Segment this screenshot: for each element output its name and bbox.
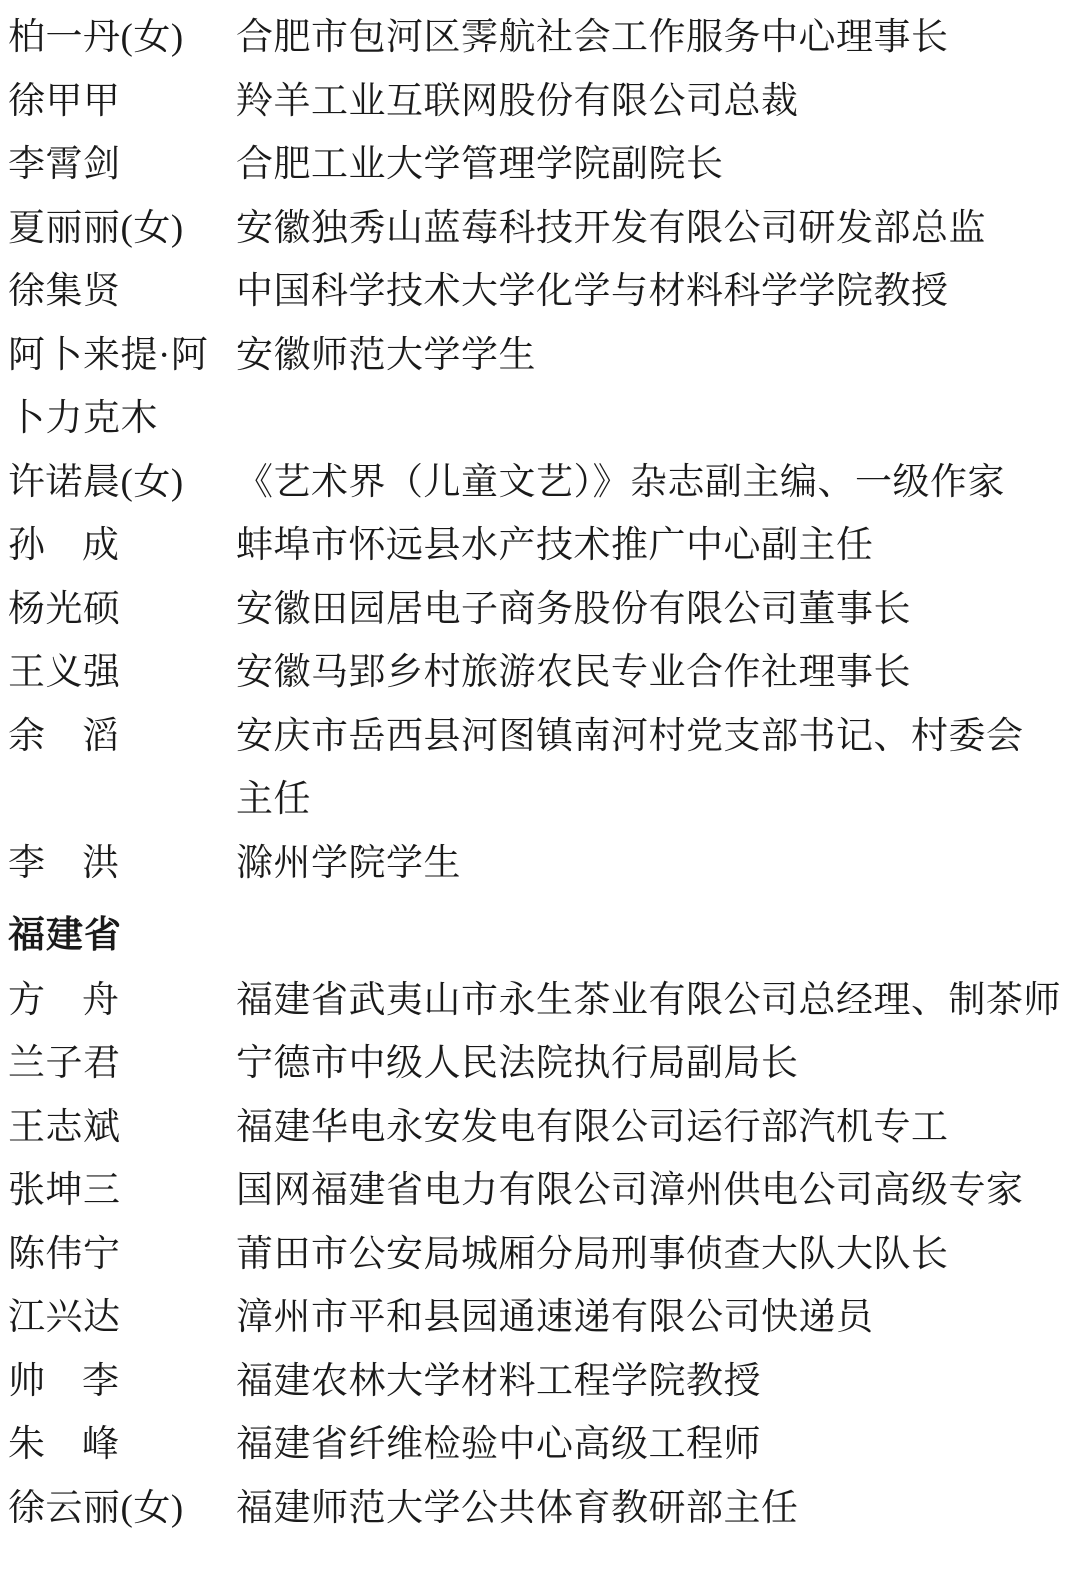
person-title: 安庆市岳西县河图镇南河村党支部书记、村委会 <box>236 715 1024 757</box>
person-title-continuation <box>8 768 1062 832</box>
person-title: 莆田市公安局城厢分局刑事侦查大队大队长 <box>236 1233 949 1275</box>
person-title: 安徽田园居电子商务股份有限公司董事长 <box>236 588 911 630</box>
list-item <box>8 705 1062 769</box>
person-name: 徐甲甲 <box>8 80 121 122</box>
person-title: 漳州市平和县园通速递有限公司快递员 <box>236 1297 874 1338</box>
person-title: 滁州学院学生 <box>236 842 461 884</box>
list-item <box>8 70 1062 134</box>
list-item <box>8 6 1062 70</box>
person-name-continuation <box>8 387 1062 451</box>
person-title: 安徽独秀山蓝莓科技开发有限公司研发部总监 <box>236 207 986 249</box>
list-item <box>8 578 1062 642</box>
list-item <box>8 1159 1062 1223</box>
person-title: 宁德市中级人民法院执行局副局长 <box>236 1043 799 1084</box>
person-title: 福建省纤维检验中心高级工程师 <box>236 1424 761 1465</box>
person-name: 阿卜来提·阿 <box>8 334 209 376</box>
person-name: 陈伟宁 <box>8 1233 121 1275</box>
person-name: 朱 峰 <box>8 1424 119 1465</box>
list-item <box>8 1032 1062 1096</box>
person-name: 许诺晨(女) <box>8 461 184 503</box>
person-name: 余 滔 <box>8 715 119 757</box>
person-title: 福建农林大学材料工程学院教授 <box>236 1360 761 1402</box>
list-item <box>8 1477 1062 1541</box>
person-name: 李霄剑 <box>8 144 121 185</box>
person-name: 徐云丽(女) <box>8 1487 184 1529</box>
person-name: 兰子君 <box>8 1043 121 1084</box>
person-name: 孙 成 <box>8 525 119 566</box>
list-item <box>8 641 1062 705</box>
list-item <box>8 832 1062 896</box>
list-item <box>8 514 1062 578</box>
person-name: 江兴达 <box>8 1297 121 1338</box>
person-title: 《艺术界（儿童文艺）》杂志副主编、一级作家 <box>236 461 1005 503</box>
list-item <box>8 1096 1062 1160</box>
person-title: 蚌埠市怀远县水产技术推广中心副主任 <box>236 525 874 566</box>
person-title: 安徽马郢乡村旅游农民专业合作社理事长 <box>236 652 911 693</box>
person-name: 王义强 <box>8 652 121 693</box>
person-name: 方 舟 <box>8 979 119 1021</box>
person-name: 徐集贤 <box>8 271 121 312</box>
empty-title-cell <box>236 387 1062 451</box>
list-item <box>8 1413 1062 1477</box>
person-title: 安徽师范大学学生 <box>236 334 536 376</box>
person-title: 国网福建省电力有限公司漳州供电公司高级专家 <box>236 1170 1024 1211</box>
person-title: 福建华电永安发电有限公司运行部汽机专工 <box>236 1106 949 1148</box>
list-item <box>8 969 1062 1033</box>
list-item <box>8 133 1062 197</box>
list-item <box>8 260 1062 324</box>
person-title-line2: 主任 <box>236 779 311 820</box>
person-name: 王志斌 <box>8 1106 121 1148</box>
person-name-line2: 卜力克木 <box>8 398 158 439</box>
person-name: 帅 李 <box>8 1360 119 1402</box>
list-item <box>8 1286 1062 1350</box>
person-name: 张坤三 <box>8 1170 121 1211</box>
person-name: 夏丽丽(女) <box>8 207 184 249</box>
person-title: 合肥市包河区霁航社会工作服务中心理事长 <box>236 17 949 58</box>
list-item <box>8 1350 1062 1414</box>
person-name: 杨光硕 <box>8 588 121 630</box>
person-name: 李 洪 <box>8 842 119 884</box>
person-title: 中国科学技术大学化学与材料科学学院教授 <box>236 271 949 312</box>
person-title: 福建师范大学公共体育教研部主任 <box>236 1487 799 1529</box>
person-name: 柏一丹(女) <box>8 17 184 58</box>
person-title: 羚羊工业互联网股份有限公司总裁 <box>236 80 799 122</box>
list-item <box>8 451 1062 515</box>
list-item <box>8 324 1062 388</box>
section-heading: 福建省 <box>8 914 122 955</box>
empty-name-cell <box>8 768 236 832</box>
list-item <box>8 1223 1062 1287</box>
person-title: 福建省武夷山市永生茶业有限公司总经理、制茶师 <box>236 979 1061 1021</box>
list-item <box>8 197 1062 261</box>
person-title: 合肥工业大学管理学院副院长 <box>236 144 724 185</box>
